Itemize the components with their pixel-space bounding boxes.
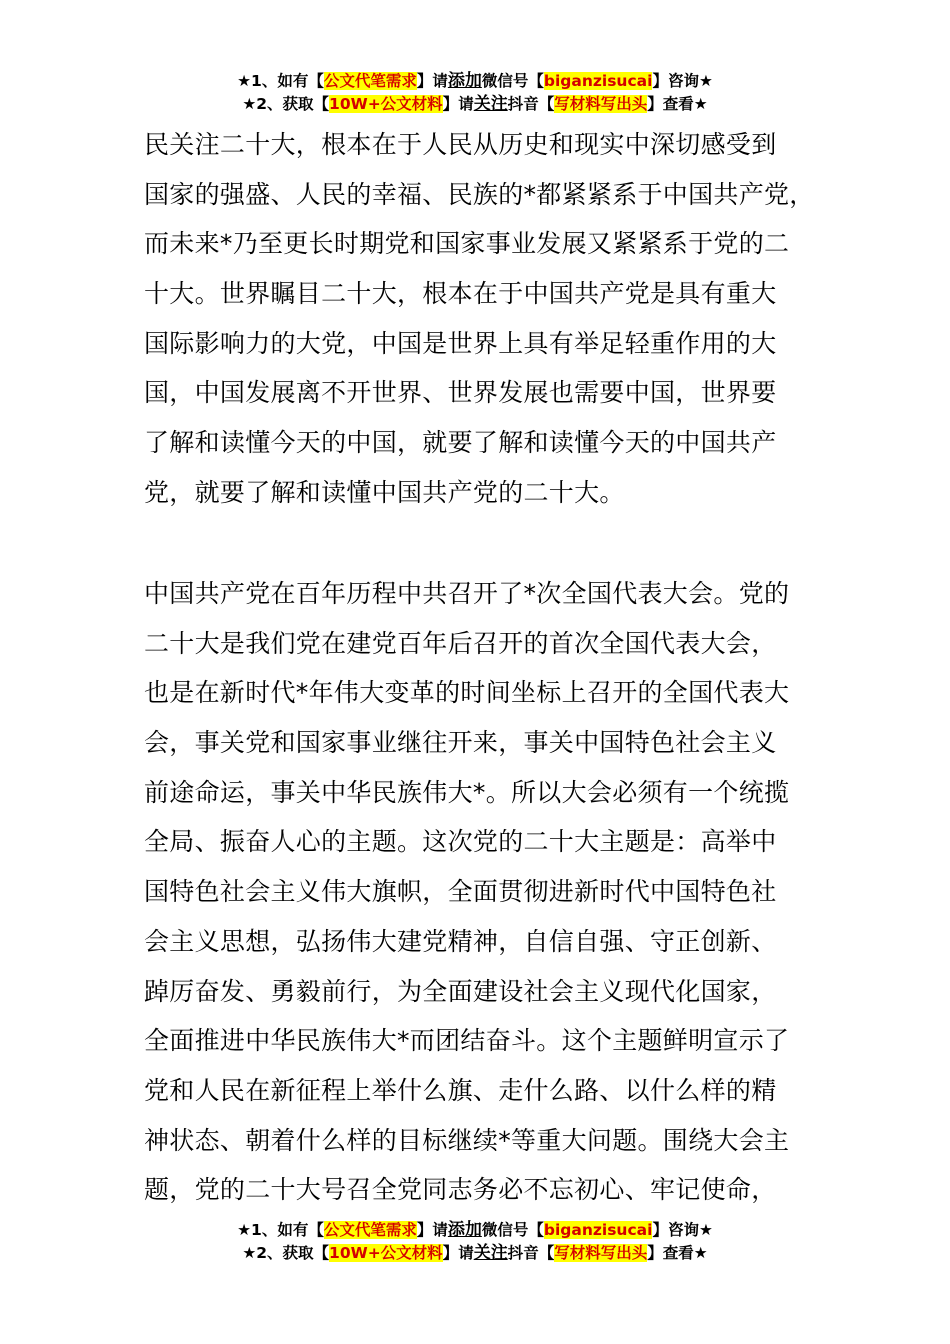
banner-line-2 [0,1242,950,1265]
header-banner [0,70,950,116]
banner-text: 微信号【 [481,72,544,90]
text-line: 了解和读懂今天的中国，就要了解和读懂今天的中国共产 [144,428,777,458]
text-line: 全面推进中华民族伟大*而团结奋斗。这个主题鲜明宣示了 [144,1026,790,1056]
banner-text: 】请 [416,72,448,90]
text-line: 国家的强盛、人民的幸福、民族的*都紧紧系于中国共产党， [144,179,815,209]
text-line: 国特色社会主义伟大旗帜，全面贯彻进新时代中国特色社 [144,877,777,907]
banner-text: 】请 [442,95,474,113]
text-line: 题，党的二十大号召全党同志务必不忘初心、牢记使命， [144,1175,777,1205]
highlight-text: 写材料写出头 [554,1244,648,1262]
body-paragraph-2 [144,569,824,1215]
highlight-text: 写材料写出头 [554,95,648,113]
text-line: 中国共产党在百年历程中共召开了*次全国代表大会。党的 [144,579,790,608]
text-line: 二十大是我们党在建党百年后召开的首次全国代表大会， [144,628,777,658]
text-line: 十大。世界瞩目二十大，根本在于中国共产党是具有重大 [144,279,777,309]
text-line: 会主义思想，弘扬伟大建党精神，自信自强、守正创新、 [144,926,777,956]
banner-text: 】咨询★ [652,1221,713,1239]
text-line: 踔厉奋发、勇毅前行，为全面建设社会主义现代化国家， [144,976,777,1006]
highlight-text: 10W+公文材料 [329,1244,443,1262]
banner-text: 】请 [442,1244,474,1262]
underlined-text: 关注 [473,1243,508,1263]
highlight-text: biganzisucai [543,1221,653,1239]
highlight-text: 公文代笔需求 [323,1221,417,1239]
banner-text: ★2、获取【 [242,1244,330,1262]
highlight-text: 公文代笔需求 [323,72,417,90]
text-line: 党，就要了解和读懂中国共产党的二十大。 [144,477,625,507]
banner-text: 微信号【 [481,1221,544,1239]
underlined-text: 添加 [447,71,482,91]
text-line: 神状态、朝着什么样的目标继续*等重大问题。围绕大会主 [144,1125,790,1155]
banner-line-1 [0,70,950,93]
banner-text: 抖音【 [507,95,555,113]
banner-text: 】查看★ [647,95,708,113]
banner-text: ★1、如有【 [237,72,324,90]
banner-text: ★2、获取【 [242,95,330,113]
text-line: 国，中国发展离不开世界、世界发展也需要中国，世界要 [144,378,777,408]
text-line: 全局、振奋人心的主题。这次党的二十大主题是：高举中 [144,827,777,857]
highlight-text: biganzisucai [543,72,653,90]
banner-text: ★1、如有【 [237,1221,324,1239]
body-paragraph-1 [144,120,824,518]
underlined-text: 添加 [447,1220,482,1240]
text-line: 而未来*乃至更长时期党和国家事业发展又紧紧系于党的二 [144,229,790,259]
text-line: 前途命运，事关中华民族伟大*。所以大会必须有一个统揽 [144,777,790,807]
banner-line-2 [0,93,950,116]
text-line: 会，事关党和国家事业继往开来，事关中国特色社会主义 [144,728,777,758]
text-line: 民关注二十大，根本在于人民从历史和现实中深切感受到 [144,130,777,159]
banner-line-1 [0,1219,950,1242]
banner-text: 】咨询★ [652,72,713,90]
highlight-text: 10W+公文材料 [329,95,443,113]
text-line: 也是在新时代*年伟大变革的时间坐标上召开的全国代表大 [144,678,790,708]
text-line: 国际影响力的大党，中国是世界上具有举足轻重作用的大 [144,328,777,358]
banner-text: 】查看★ [647,1244,708,1262]
text-line: 党和人民在新征程上举什么旗、走什么路、以什么样的精 [144,1075,777,1105]
footer-banner [0,1219,950,1265]
underlined-text: 关注 [473,94,508,114]
banner-text: 】请 [416,1221,448,1239]
banner-text: 抖音【 [507,1244,555,1262]
